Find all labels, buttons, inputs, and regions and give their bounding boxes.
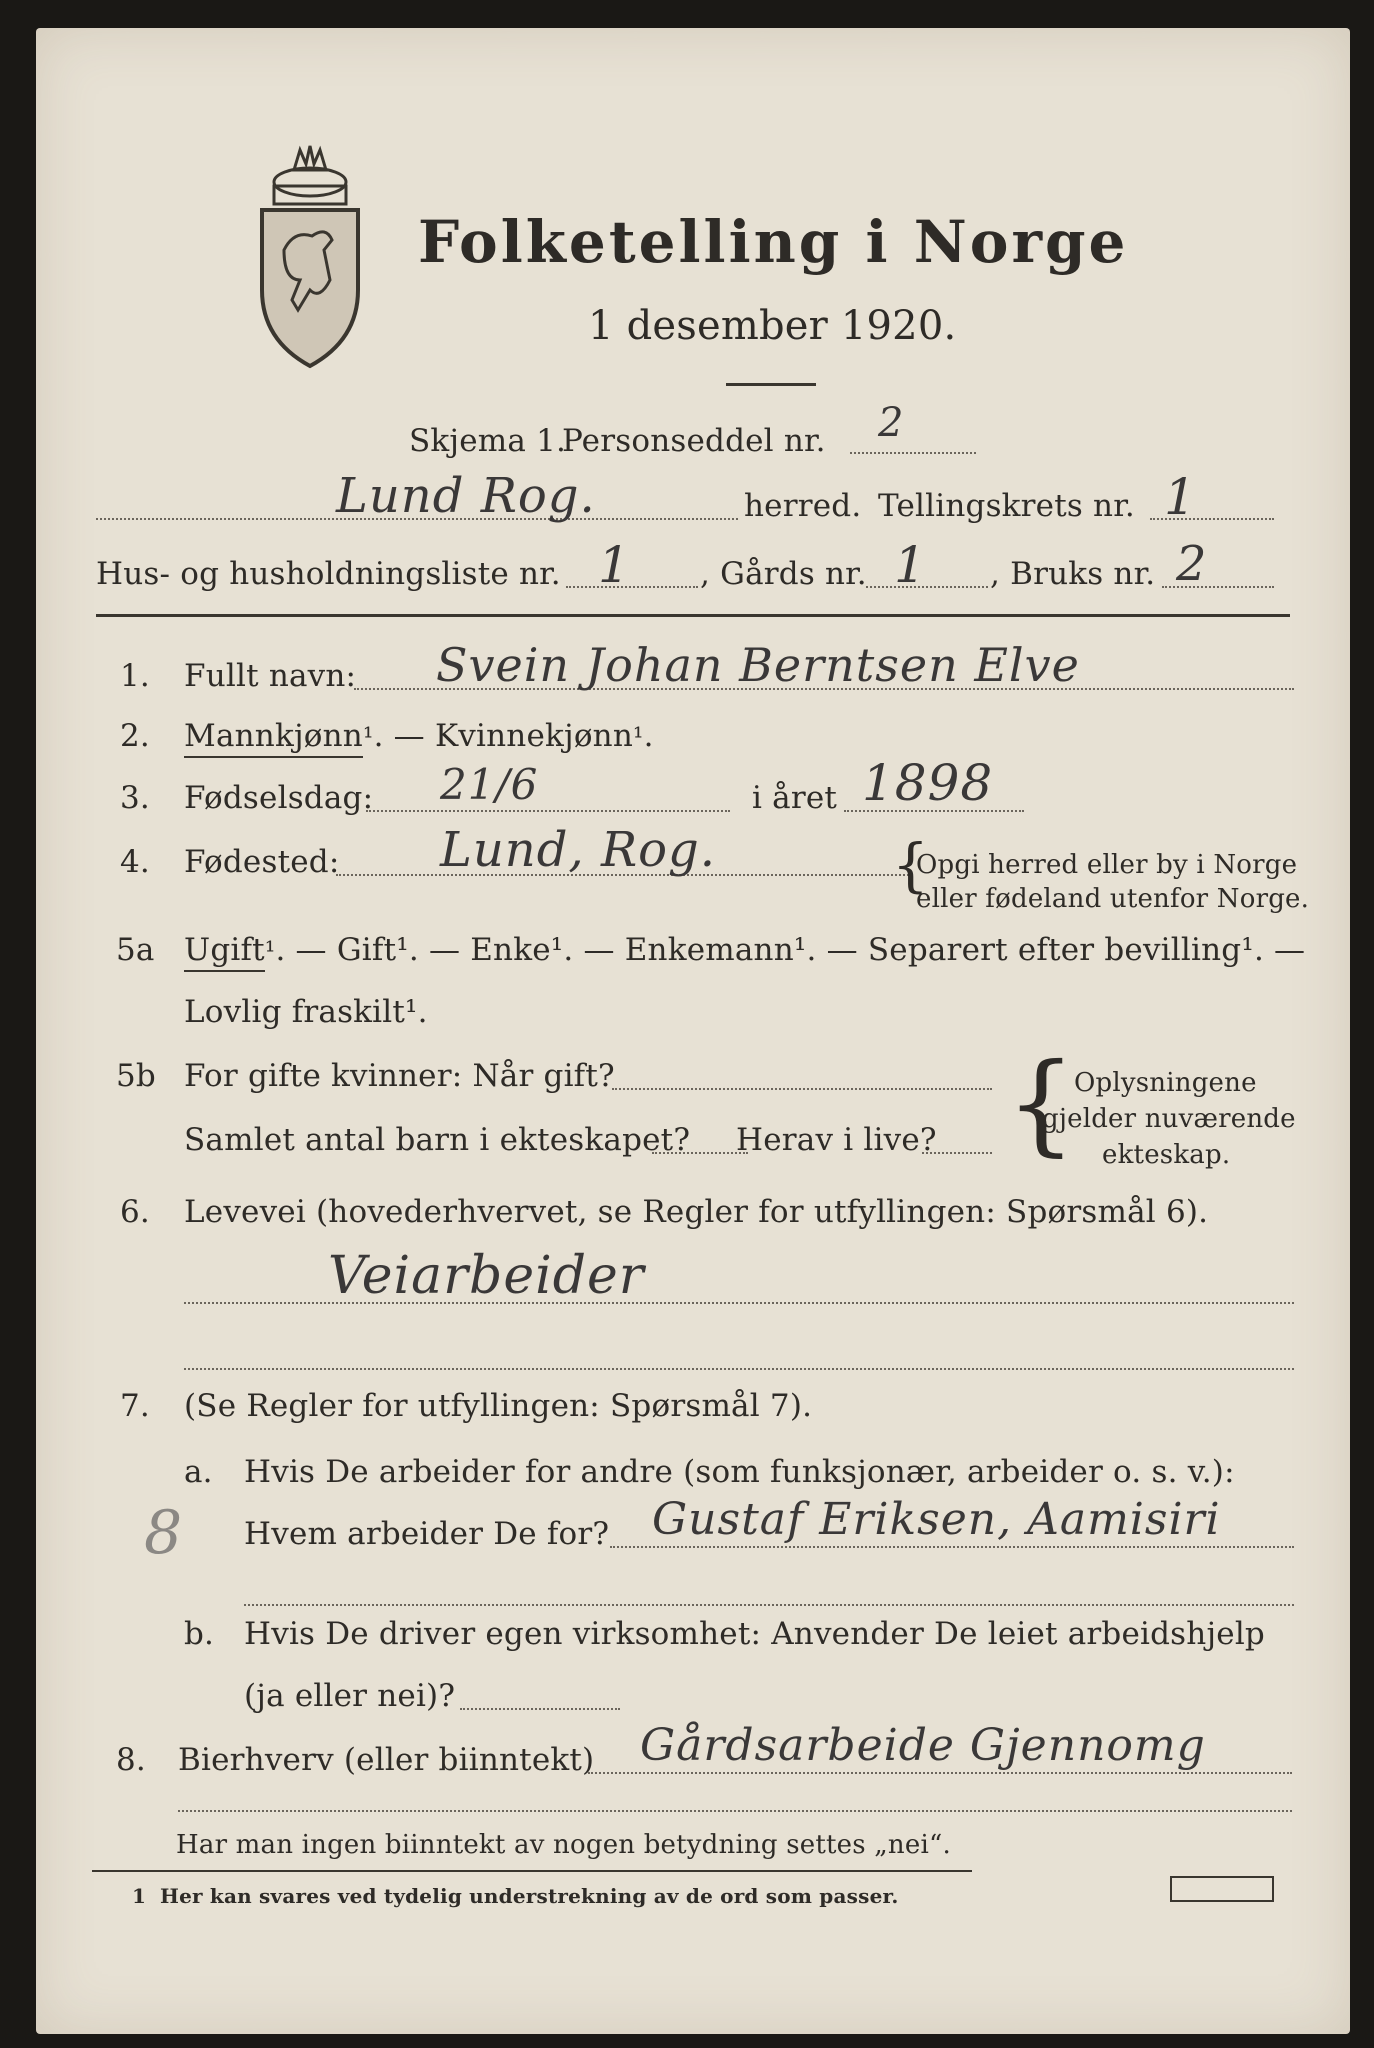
q8-number: 8. [116,1742,146,1778]
footnote-mark: 1 [132,1884,147,1908]
q7b-letter: b. [184,1616,215,1652]
personseddel-label: Personseddel nr. [562,423,826,459]
q6-label: Levevei (hovederhvervet, se Regler for utfyllingen: Spørsmål 6). [184,1194,1209,1230]
printer-stamp [1170,1876,1274,1902]
marriage-note-2: gjelder nuværende [1042,1104,1296,1134]
sex-male-option[interactable]: Mannkjønn [184,718,363,758]
marital-unmarried-option[interactable]: Ugift [184,932,265,972]
q8-label: Bierhverv (eller biinntekt) [178,1742,595,1778]
birthdate-line [366,810,730,812]
q1-label: Fullt navn: [184,658,357,694]
birthdate-value[interactable]: 21/6 [440,760,539,809]
q3-label: Fødselsdag: [184,780,374,816]
q3-number: 3. [120,780,150,816]
bruks-value[interactable]: 2 [1176,536,1208,592]
margin-mark: 8 [144,1498,184,1568]
birthplace-note-2: eller fødeland utenfor Norge. [916,884,1310,914]
census-date: 1 desember 1920. [588,303,957,349]
birthyear-value[interactable]: 1898 [862,754,994,812]
occupation-value[interactable]: Veiarbeider [328,1246,645,1306]
personseddel-value[interactable]: 2 [878,400,905,446]
birthplace-brace: { [892,831,929,899]
birthplace-value[interactable]: Lund, Rog. [440,822,716,878]
household-list-value[interactable]: 1 [598,536,631,594]
schema-label: Skjema 1. [409,423,567,459]
gards-line [866,586,988,588]
footer-divider [92,1870,972,1872]
alive-label: Herav i live? [736,1122,937,1158]
full-name-value[interactable]: Svein Johan Berntsen Elve [436,638,1080,692]
herred-label: herred. [744,488,862,524]
form-title: Folketelling i Norge [418,208,1129,276]
q6-number: 6. [120,1194,150,1230]
q1-number: 1. [120,658,150,694]
side-income-value[interactable]: Gårdsarbeide Gjennomg [640,1720,1206,1771]
occupation-line-1 [184,1302,1294,1304]
employer-line [610,1546,1294,1548]
marriage-note-1: Oplysningene [1074,1068,1257,1098]
q5b-number: 5b [116,1058,156,1094]
marital-divorced-option[interactable]: Lovlig fraskilt¹. [184,994,428,1030]
title-divider [726,383,816,386]
herred-value[interactable]: Lund Rog. [336,468,596,524]
q7-number: 7. [120,1388,150,1424]
side-income-line-2 [178,1810,1292,1812]
q7b-question: (ja eller nei)? [244,1678,456,1714]
census-form [36,28,1350,2034]
header-divider [96,614,1290,617]
marriage-brace: { [1006,1039,1076,1167]
q5a-number: 5a [116,932,155,968]
hired-help-line [460,1708,620,1710]
q4-number: 4. [120,844,150,880]
footer-note: Har man ingen biinntekt av nogen betydning settes „nei“. [176,1830,951,1860]
q4-label: Fødested: [184,844,340,880]
children-label: Samlet antal barn i ekteskapet? [184,1122,691,1158]
q7b-label: Hvis De driver egen virksomhet: Anvender De leiet arbeidshjelp [244,1616,1265,1652]
children-line [652,1152,748,1154]
side-income-line [588,1772,1292,1774]
sex-options: Mannkjønn¹. — Kvinnekjønn¹. [184,718,654,754]
q2-number: 2. [120,718,150,754]
household-list-line [566,586,698,588]
tellingskrets-value[interactable]: 1 [1164,468,1197,526]
tellingskrets-label: Tellingskrets nr. [878,488,1135,524]
employer-value[interactable]: Gustaf Eriksen, Aamisiri [652,1494,1221,1545]
marriage-note-3: ekteskap. [1102,1140,1231,1170]
sex-female-option[interactable]: Kvinnekjønn [434,718,634,754]
married-when-line [612,1088,992,1090]
q5b-label: For gifte kvinner: Når gift? [184,1058,615,1094]
birthplace-note-1: Opgi herred eller by i Norge [916,850,1298,880]
marital-options: Ugift¹. — Gift¹. — Enke¹. — Enkemann¹. — Separert efter bevilling¹. — [184,932,1305,968]
household-list-label: Hus- og husholdningsliste nr. [96,556,561,592]
year-label: i året [752,780,838,816]
q7a-letter: a. [184,1454,213,1490]
employer-line-2 [244,1604,1294,1606]
footnote-text: Her kan svares ved tydelig understrekning av de ord som passer. [160,1884,899,1908]
occupation-line-2 [184,1368,1294,1370]
q7a-question: Hvem arbeider De for? [244,1516,610,1552]
gards-value[interactable]: 1 [894,536,927,594]
q7a-label: Hvis De arbeider for andre (som funksjonær, arbeider o. s. v.): [244,1454,1235,1490]
alive-line [922,1152,992,1154]
bruks-label: , Bruks nr. [990,556,1156,592]
personseddel-line [850,452,976,454]
q7-label: (Se Regler for utfyllingen: Spørsmål 7). [184,1388,813,1424]
norway-coat-of-arms-icon [254,140,366,370]
gards-label: , Gårds nr. [700,556,867,592]
